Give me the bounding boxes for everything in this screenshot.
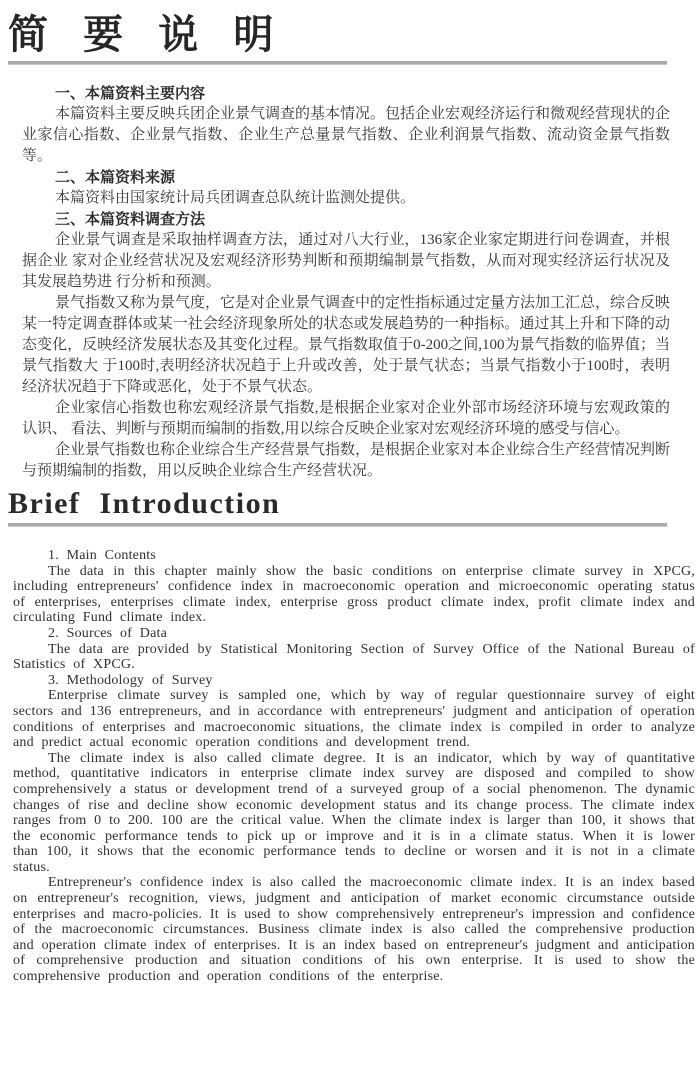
cn-paragraph: 本篇资料主要反映兵团企业景气调查的基本情况。包括企业宏观经济运行和微观经营现状的企业家信心指数、企业景气指数、企业生产总量景气指数、企业利润景气指数、流动资金景气指数等。 [22,106,671,164]
en-section-heading-3: 3. Methodology of Survey [48,672,213,688]
en-paragraph: The data are provided by Statistical Monitoring Section of Survey Office of the National Bureau of Statistics of XPCG. [13,641,695,673]
chinese-text-block [22,83,670,482]
english-page-title: Brief Introduction [8,487,281,520]
en-section-heading-2: 2. Sources of Data [48,625,168,641]
cn-paragraph: 景气指数又称为景气度，它是对企业景气调查中的定性指标通过定量方法加工汇总，综合反映某一特定调查群体或某一社会经济现象所处的状态或发展趋势的一种指标。通过其上升和下降的动态变化，反映经济发展状态及其变化过程。景气指数取值于0-200之间,100为景气指数的临界值；当景气指数大 于100时,表明经济状况趋于上升或改善，处于景气状态；当景气指数小于100时，表明经济状况趋于下降或恶化，处于不景气状态。 [22,295,671,395]
chinese-page-title: 简 要 说 明 [8,13,286,57]
cn-section-heading-2: 二、本篇资料来源 [55,169,176,186]
english-text-block [13,548,695,985]
cn-section-heading-3: 三、本篇资料调查方法 [55,211,206,228]
cn-section-heading-1: 一、本篇资料主要内容 [55,85,206,102]
cn-paragraph: 企业景气指数也称企业综合生产经营景气指数，是根据企业家对本企业综合生产经营情况判断与预期编制的指数，用以反映企业综合生产经营状况。 [22,442,671,479]
cn-paragraph: 企业景气调查是采取抽样调查方法，通过对八大行业，136家企业家定期进行问卷调查，并根据企业 家对企业经营状况及宏观经济形势判断和预期编制景气指数，从而对现实经济运行状况及其发展趋势进 行分析和预测。 [22,232,670,290]
en-paragraph: Enterprise climate survey is sampled one, which by way of regular questionnaire survey of eight sectors and 136 entrepreneurs, and in accordance with entrepreneurs' judgment and anticipation of operation conditions of enterprises and macroeconomic situations, the climate index is compiled in order to analyze and predict actual economic operation conditions and development trend. [13,688,695,751]
en-section-heading-1: 1. Main Contents [48,548,157,563]
chinese-title-rule [8,61,667,65]
en-paragraph: The data in this chapter mainly show the basic conditions on enterprise climate survey in XPCG, including entrepreneurs' confidence index in macroeconomic operation and microeconomic operating status of enterprises, enterprises climate index, enterprise gross product climate index, profit climate index and circulating Fund climate index. [13,563,695,626]
cn-paragraph: 企业家信心指数也称宏观经济景气指数,是根据企业家对企业外部市场经济环境与宏观政策的认识、 看法、判断与预期而编制的指数,用以综合反映企业家对宏观经济环境的感受与信心。 [22,400,670,437]
en-paragraph: Entrepreneur's confidence index is also called the macroeconomic climate index. It is an index based on entrepreneur's recognition, views, judgment and anticipation of market economic circumstance outside enterprises and macro-policies. It is used to show comprehensively entrepreneur's impression and confidence of the macroeconomic circumstances. Business climate index is also called the comprehensive production and operation climate index of enterprises. It is an index based on entrepreneur's judgment and anticipation of comprehensive production and situation conditions of his own enterprise. It is used to show the comprehensive production and operation conditions of the enterprise. [13,875,695,985]
en-paragraph: The climate index is also called climate degree. It is an indicator, which by way of quantitative method, quantitative indicators in enterprise climate index survey are disposed and compiled to show comprehensively a status or development trend of a surveyed group of a social phenomenon. The dynamic changes of rise and decline show economic development status and its change process. The climate index ranges from 0 to 200. 100 are the critical value. When the climate index is larger than 100, it shows that the economic performance tends to pick up or improve and it is in a climate status. When it is lower than 100, it shows that the economic performance tends to decline or worsen and it is not in a climate status. [13,750,695,875]
cn-paragraph: 本篇资料由国家统计局兵团调查总队统计监测处提供。 [55,190,416,206]
english-title-rule [8,523,667,527]
